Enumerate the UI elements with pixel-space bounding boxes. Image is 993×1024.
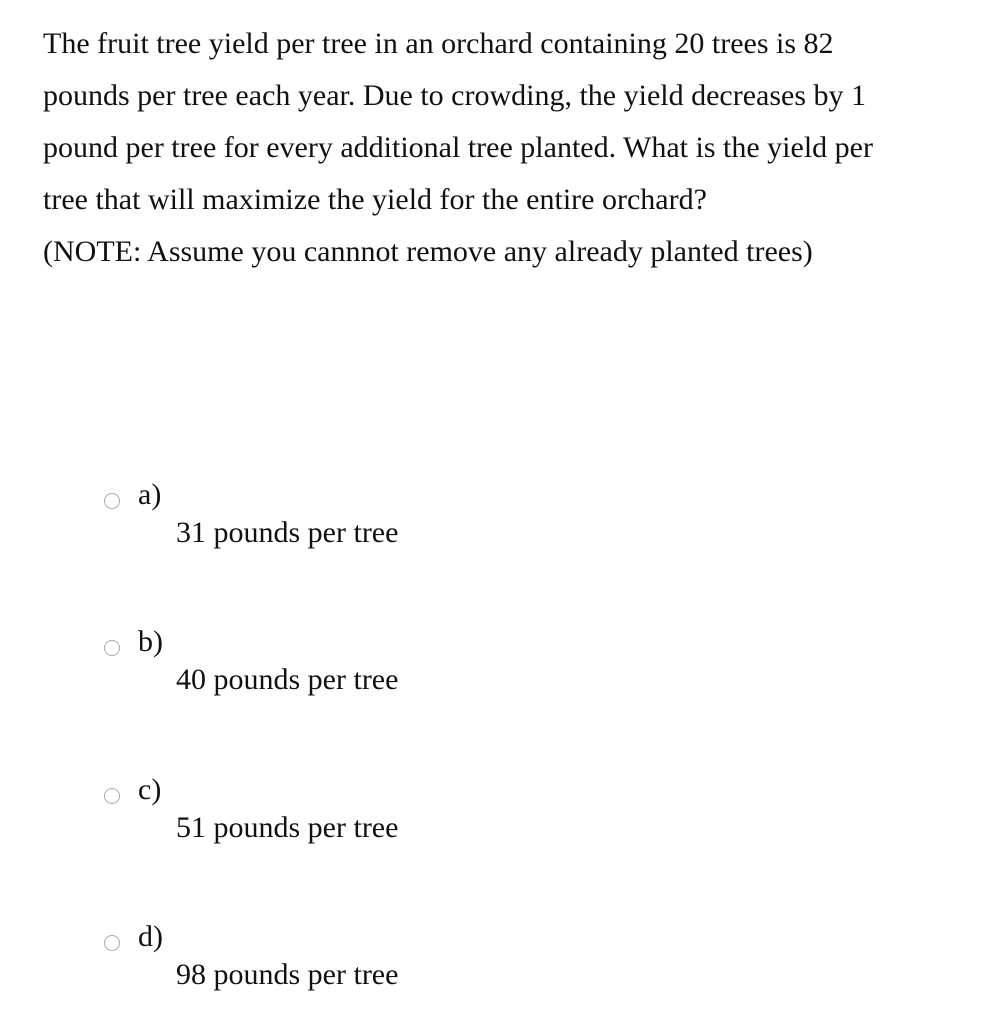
option-letter-b: b)	[138, 625, 163, 658]
radio-button-b[interactable]	[104, 640, 120, 656]
answer-option-d[interactable]	[104, 920, 804, 1009]
option-text-b: 40 pounds per tree	[176, 663, 399, 696]
radio-button-a[interactable]	[104, 493, 120, 509]
option-letter-a: a)	[138, 478, 162, 511]
radio-button-c[interactable]	[104, 788, 120, 804]
option-letter-d: d)	[138, 920, 163, 953]
answer-option-a[interactable]	[104, 478, 804, 567]
option-letter-c: c)	[138, 773, 162, 806]
question-text: The fruit tree yield per tree in an orchard containing 20 trees is 82 pounds per tree each year. Due to crowding, the yield decreases by 1 pound per tree for every additional tree planted. What is the yield per tree that will maximize the yield for the entire orchard?	[43, 27, 873, 216]
question-block	[43, 18, 873, 278]
question-note: (NOTE: Assume you cannnot remove any already planted trees)	[43, 235, 813, 268]
option-text-a: 31 pounds per tree	[176, 516, 399, 549]
answer-option-b[interactable]	[104, 625, 804, 714]
option-text-c: 51 pounds per tree	[176, 811, 399, 844]
radio-button-d[interactable]	[104, 935, 120, 951]
option-text-d: 98 pounds per tree	[176, 958, 399, 991]
answer-option-c[interactable]	[104, 773, 804, 862]
